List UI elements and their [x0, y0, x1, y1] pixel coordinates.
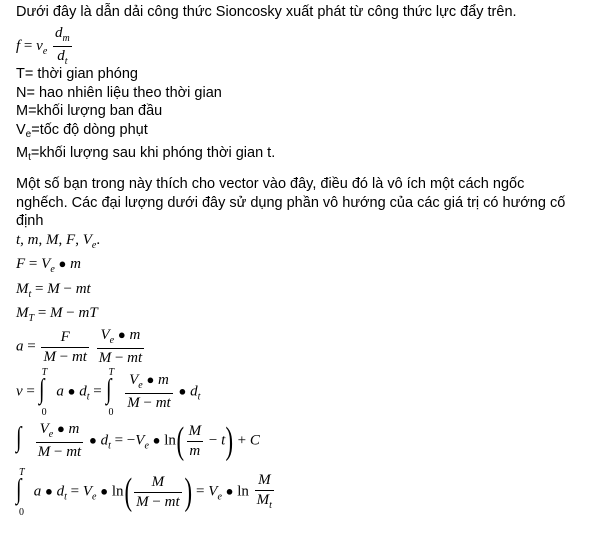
integral-sign: ∫	[16, 422, 22, 453]
integral-sign: T ∫ 0	[16, 467, 25, 518]
integral-sign: T ∫ 0	[105, 367, 115, 418]
equation-acceleration: a = $\frac{F}{M - mt}$ $\frac{V_e ● m}{M - mt}$	[16, 327, 143, 366]
equation-Mt: $M_t = M$ − mt	[16, 281, 91, 300]
variables-line: t, m, M, F, $V_e$.	[16, 232, 101, 251]
definition-item: $V_e=tốc$ độ dòng phụt	[16, 121, 148, 140]
fraction-dm-dt: $\frac{d_m}{d_t}$	[55, 25, 70, 67]
equation-MT: $M_T = M$ − mT	[16, 305, 98, 324]
definition-item: M=khối lượng ban đầu	[16, 103, 163, 119]
equation-velocity: v = T ∫ 0 a ● $d_t$ = T ∫ 0 $\frac{V_e ● m}{M - mt}$ ● $d_t$	[16, 367, 201, 418]
definitions-list	[16, 65, 275, 168]
formula-thrust: $f = v_e$ $\frac{d_m}{d_t}$	[16, 25, 70, 67]
definition-item: T= thời gian phóng	[16, 66, 138, 82]
integral-sign: T ∫ 0	[38, 367, 48, 418]
paragraph-vector-note: Một số bạn trong này thích cho vector vào đây, điều đó là vô ích một cách ngốc nghếch. Các đại lượng dưới đây sử dụng phần vô hướng của các giá trị có hướng cố định	[16, 176, 566, 229]
definition-item: $M_t=khối$ lượng sau khi phóng thời gian t.	[16, 145, 276, 163]
equation-F: $F = V_e$ ● m	[16, 256, 81, 275]
definition-item: N= hao nhiên liệu theo thời gian	[16, 84, 222, 101]
equation-indefinite-integral: ∫ $\frac{V_e ● m}{M - mt}$ ● $d_t = -V_e$ ● ln( $\frac{M}{m}$ − t) + C	[16, 420, 260, 462]
intro-text: Dưới đây là dẫn dải công thức Sioncosky xuất phát từ công thức lực đẩy trên.	[16, 4, 517, 20]
equation-final: T ∫ 0 a ● $d_t = V_e$ ● ln( $\frac{M}{M - mt}$ ) = $V_e$ ● ln $\frac{M}{M_t}$	[16, 467, 272, 518]
